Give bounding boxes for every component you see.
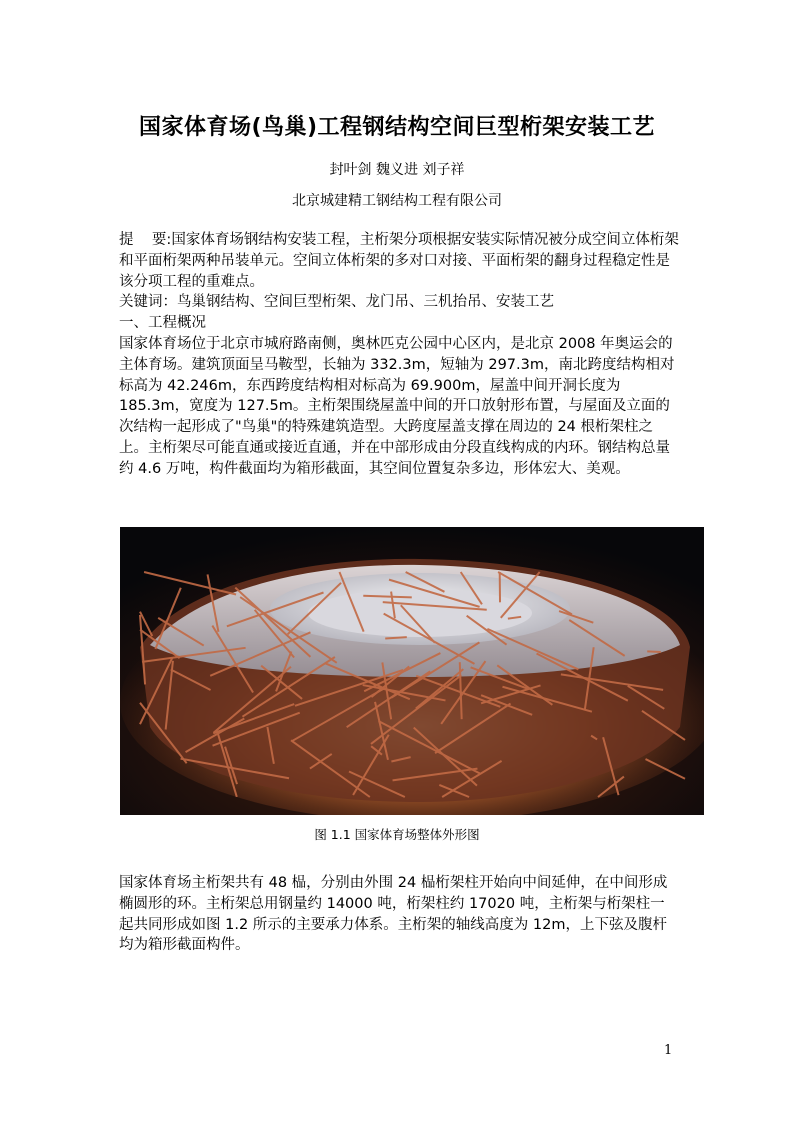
authors-line: 封叶剑 魏义进 刘子祥 (329, 162, 465, 178)
abstract-label: 提 要: (119, 232, 172, 248)
figure-caption: 图 1.1 国家体育场整体外形图 (314, 827, 480, 842)
document-title: 国家体育场(鸟巢)工程钢结构空间巨型桁架安装工艺 (138, 115, 656, 140)
stadium-photo (120, 527, 704, 815)
page-number: 1 (664, 1043, 673, 1058)
abstract (119, 230, 679, 292)
birds-nest-illustration (120, 527, 704, 815)
steel-member-line (385, 637, 407, 638)
abstract-text: 国家体育场钢结构安装工程，主桁架分项根据安装实际情况被分成空间立体桁架和平面桁架两种吊装单元。空间立体桁架的多对口对接、平面桁架的翻身过程稳定性是该分项工程的重难点。 (119, 232, 679, 290)
steel-member-line (647, 651, 661, 652)
section-heading: 一、工程概况 (119, 315, 206, 331)
company-line: 北京城建精工钢结构工程有限公司 (292, 193, 502, 209)
body-paragraph-2: 国家体育场主桁架共有 48 榀，分别由外围 24 榀桁架柱开始向中间延伸，在中间形成椭圆形的环。主桁架总用钢量约 14000 吨，桁架柱约 17020 吨，主桁架与桁架柱一起共同形成如图 1.2 所示的主要承力体系。主桁架的轴线高度为 12m，上下弦及腹杆均为箱形截面构件。 (119, 875, 668, 954)
keywords-line: 关键词：鸟巢钢结构、空间巨型桁架、龙门吊、三机抬吊、安装工艺 (119, 294, 554, 310)
body-paragraph-1: 国家体育场位于北京市城府路南侧，奥林匹克公园中心区内，是北京 2008 年奥运会的主体育场。建筑顶面呈马鞍型，长轴为 332.3m，短轴为 297.3m，南北跨度结构相对标高为 42.246m，东西跨度结构相对标高为 69.900m，屋盖中间开洞长度为 185.3m，宽度为 127.5m。主桁架围绕屋盖中间的开口放射形布置，与屋面及立面的次结构一起形成了"鸟巢"的特殊建筑造型。大跨度屋盖支撑在周边的 24 根桁架柱之上。主桁架尽可能直通或接近直通，并在中部形成由分段直线构成的内环。钢结构总量约 4.6 万吨，构件截面均为箱形截面，其空间位置复杂多边，形体宏大、美观。 (119, 336, 675, 477)
